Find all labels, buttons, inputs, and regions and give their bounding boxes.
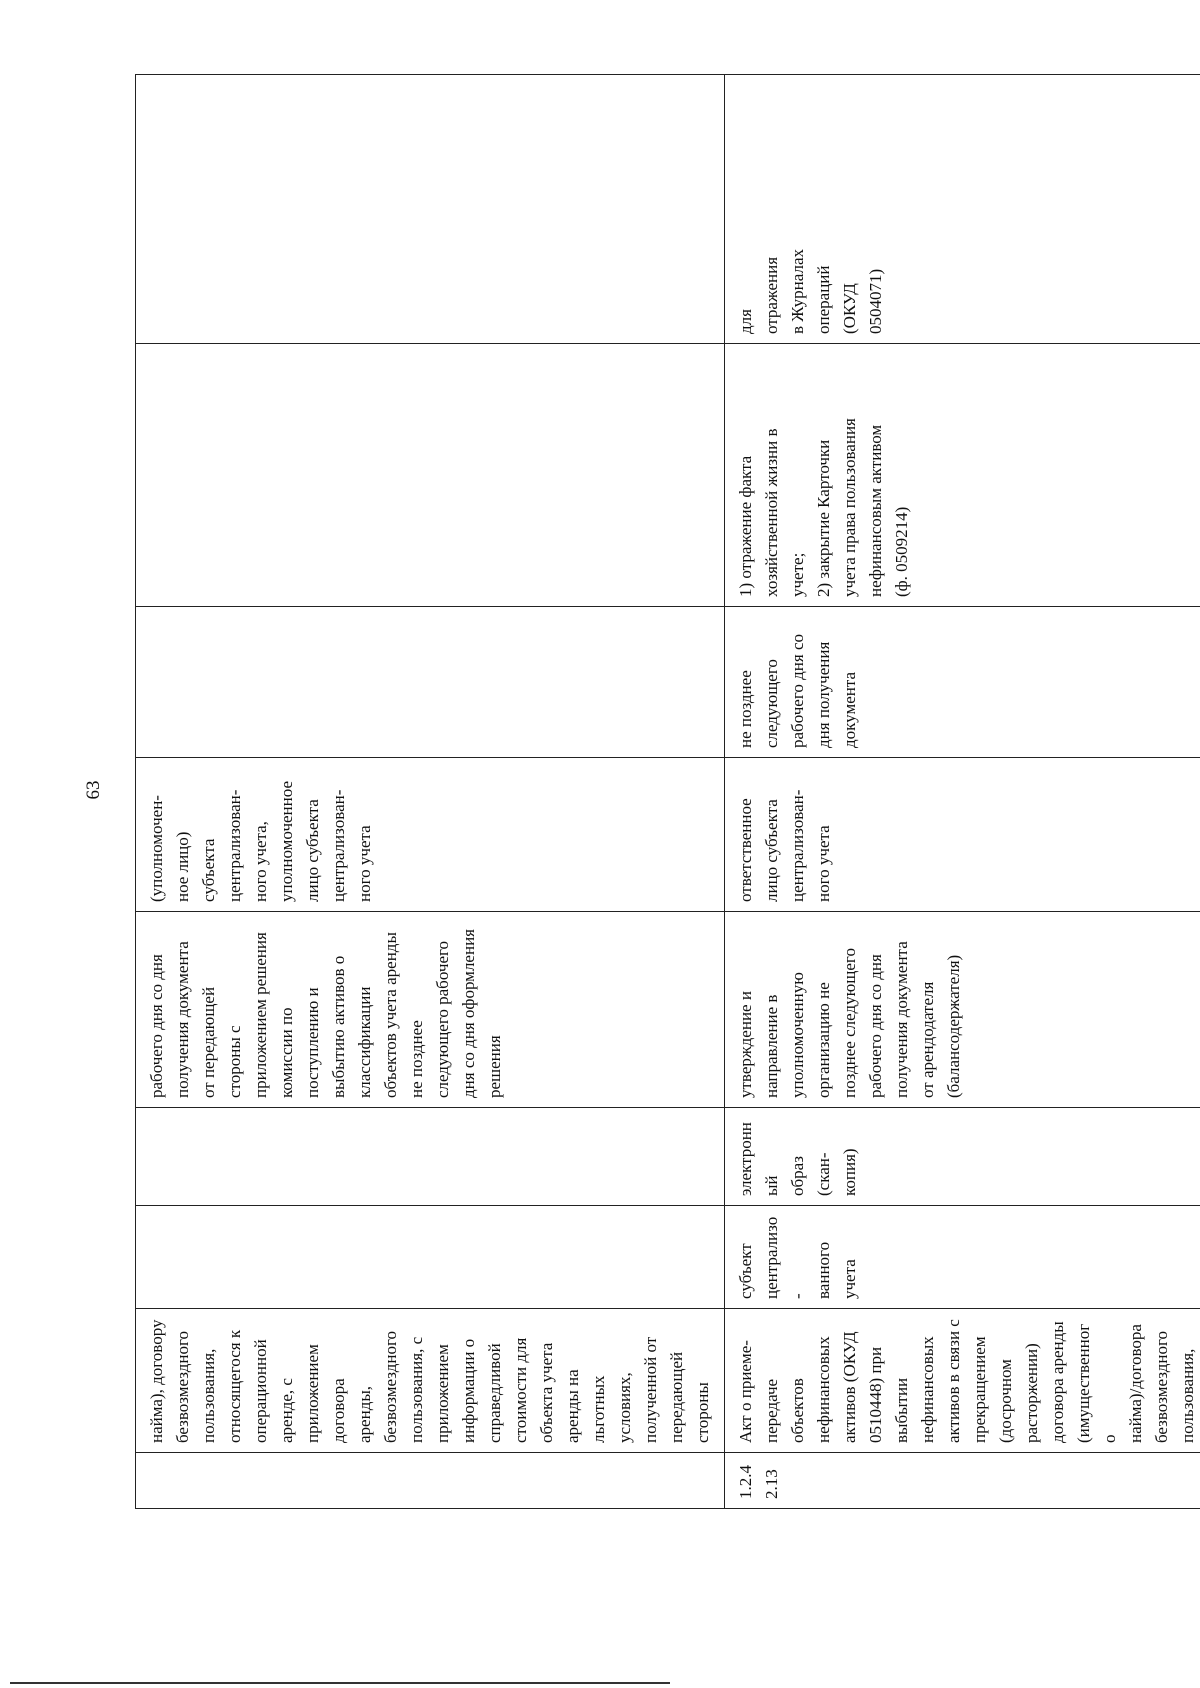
cell-creator (136, 1206, 725, 1309)
cell-form (136, 1108, 725, 1206)
cell-responsible: (уполномочен- ное лицо) субъекта централизован- ного учета, уполномоченное лицо субъекта централизован- ного учета (136, 758, 725, 912)
cell-purpose: 1) отражение факта хозяйственной жизни в учете; 2) закрытие Карточки учета права пользования нефинансовым активом (ф. 0509214) (725, 344, 1200, 607)
cell-id (136, 1453, 725, 1509)
footer-rule (10, 1682, 670, 1684)
cell-deadline: рабочего дня со дня получения документа от передающей стороны с приложением решения комиссии по поступлению и выбытию активов о классификации объектов учета аренды не позднее следующего рабочего дня со дня оформления решения (136, 912, 725, 1108)
table-row (136, 75, 725, 1509)
cell-transfer-deadline: не позднее следующего рабочего дня со дня получения документа (725, 607, 1200, 758)
cell-transfer-deadline (136, 607, 725, 758)
cell-creator: субъект централизо- ванного учета (725, 1206, 1200, 1309)
cell-id: 1.2.42.13 (725, 1453, 1200, 1509)
cell-form: электронный образ (скан- копия) (725, 1108, 1200, 1206)
page-number: 63 (83, 780, 104, 800)
cell-responsible: ответственное лицо субъекта централизован- ного учета (725, 758, 1200, 912)
cell-deadline: утверждение и направление в уполномоченную организацию не позднее следующего рабочего дня со дня получения документа от арендодателя (балансодержателя) (725, 912, 1200, 1108)
cell-registers: для отражения в Журналах операций (ОКУД 0504071) (725, 75, 1200, 344)
cell-document: Акт о приеме- передаче объектов нефинансовых активов (ОКУД 0510448) при выбытии нефинансовых активов в связи с прекращением (досрочном расторжении) договора аренды (имущественного найма)/договора безвозмездного пользования, (725, 1309, 1200, 1453)
rotated-table-container (135, 75, 1197, 1509)
document-flow-table (135, 74, 1200, 1509)
cell-purpose (136, 344, 725, 607)
table-row (725, 75, 1200, 1509)
cell-document: найма), договору безвозмездного пользования, относящегося к операционной аренде, с приложением договора аренды, безвозмездного пользования, с приложением информации о справедливой стоимости для объекта учета аренды на льготных условиях, полученной от передающей стороны (136, 1309, 725, 1453)
cell-registers (136, 75, 725, 344)
